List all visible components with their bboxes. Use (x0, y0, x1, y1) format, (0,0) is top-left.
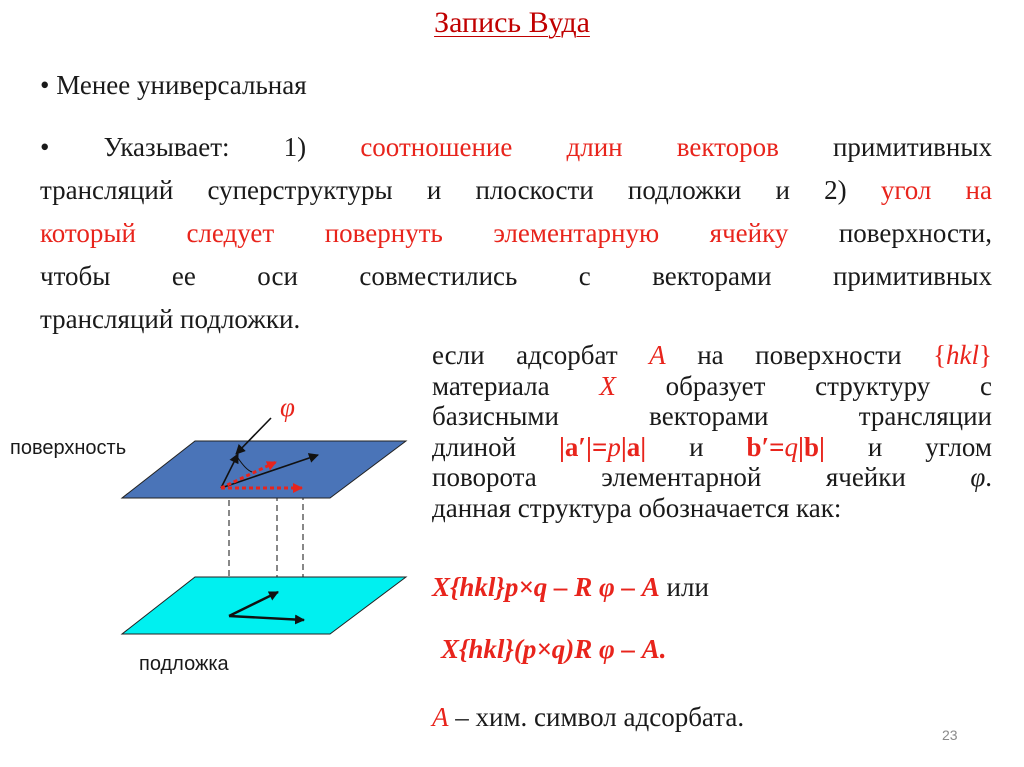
bullet-line-5: трансляций подложки. (40, 304, 301, 334)
formula-adsorbate-note: A – хим. символ адсорбата. (432, 702, 745, 732)
bullet-less-universal: • Менее универсальная (40, 70, 307, 100)
desc-line-6: данная структура обозначается как: (432, 492, 842, 523)
notation-description (432, 340, 992, 523)
desc-line-4: длиной |a′|=p|a| и b′=q|b| и углом (432, 431, 992, 462)
formula-wood-2: X{hkl}(p×q)R φ – A. (441, 634, 667, 664)
label-substrate: подложка (139, 653, 229, 675)
bullet-line-1: • Указывает: 1) соотношение длин векторов примитивных (40, 132, 992, 162)
highlight-rotate-cell: который следует повернуть элементарную ячейку (40, 218, 789, 248)
desc-line-5: поворота элементарной ячейки φ. (432, 462, 992, 492)
label-surface: поверхность (10, 437, 127, 459)
page-number: 23 (942, 727, 958, 743)
desc-line-3: базисными векторами трансляции (432, 401, 992, 431)
bullet-line-2: трансляций суперструктуры и плоскости подложки и 2) угол на (40, 175, 992, 205)
slide-title: Запись Вуда (434, 6, 590, 39)
bullet-line-3: который следует повернуть элементарную ячейку поверхности, (40, 218, 992, 248)
bullet-line-4: чтобы ее оси совместились с векторами примитивных (40, 261, 992, 291)
highlight-vector-ratio: соотношение длин векторов (360, 132, 779, 162)
wood-notation-diagram (0, 0, 430, 767)
desc-line-2: материала X образует структуру с (432, 370, 992, 401)
highlight-angle: угол на (880, 175, 992, 205)
desc-line-1: если адсорбат A на поверхности {hkl} (432, 340, 992, 370)
formula-wood-1: X{hkl}p×q – R φ – A или (432, 572, 709, 602)
phi-label: φ (280, 392, 295, 422)
substrate-plane (122, 577, 406, 634)
